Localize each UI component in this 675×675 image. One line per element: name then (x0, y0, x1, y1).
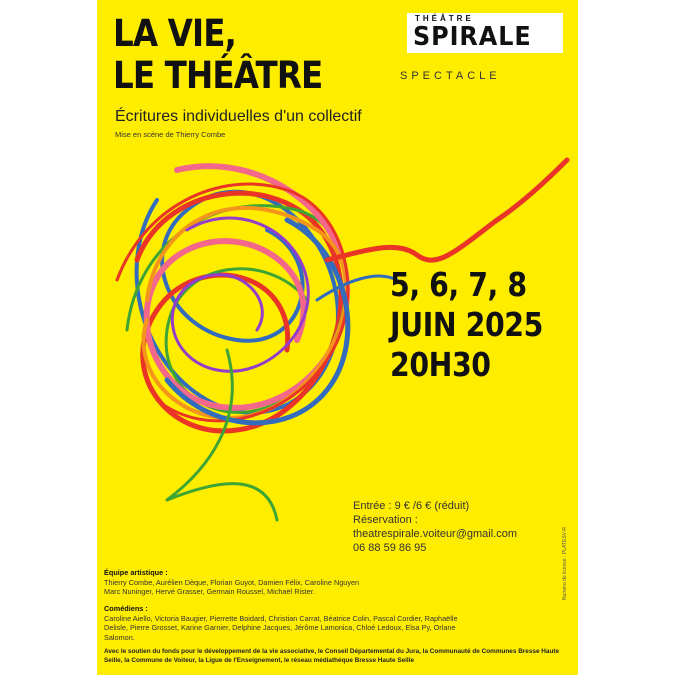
reservation-phone: 06 88 59 86 95 (353, 542, 427, 554)
category-label: SPECTACLE (400, 70, 501, 82)
team-line-2: Marc Nuninger, Hervé Grasser, Germain Roussel, Michaël Rister. (104, 587, 315, 596)
logo-main-text: SPIRALE (413, 22, 532, 52)
title-line-1: LA VIE, (113, 12, 237, 55)
license-number: Numéro de licence : PLATESV-R (562, 527, 568, 600)
date-month: JUIN 2025 (390, 305, 543, 344)
date-days: 5, 6, 7, 8 (390, 265, 527, 304)
date-time: 20H30 (390, 345, 491, 384)
subtitle: Écritures individuelles d'un collectif (115, 108, 362, 125)
team-heading: Équipe artistique : (104, 568, 168, 577)
actors-line-1: Caroline Aiello, Victoria Baugier, Pierrette Boidard, Christian Carrat, Béatrice Colin, Pascal Cordier, Raphaëlle (104, 613, 458, 623)
support-credits: Avec le soutien du fonds pour le développement de la vie associative, le Conseil Départemental du Jura, la Communauté de Communes Bresse Haute Seille, la Commune de Voiteur, la Ligue de l'Enseignement, le réseau médiathèque Bresse Haute Seille (104, 648, 560, 664)
logo-top-text: THÉÂTRE (415, 14, 474, 23)
actors-line-3: Salomon. (104, 632, 135, 642)
actors-line-2: Delisle, Pierre Grosset, Karine Garnier, Delphine Jacques, Jérôme Lamonica, Chloé Ledoux, Elsa Py, Orlane (104, 623, 456, 632)
actors-heading: Comédiens : (104, 604, 148, 613)
theatre-spirale-logo (407, 13, 563, 53)
team-line-1: Thierry Combe, Aurélien Dèque, Florian Guyot, Damien Félix, Caroline Nguyen (104, 577, 360, 587)
direction-credit: Mise en scène de Thierry Combe (115, 130, 226, 139)
title-line-2: LE THÉÂTRE (113, 54, 323, 97)
poster (97, 0, 578, 675)
team-credits (104, 568, 574, 597)
reservation-label: Réservation : (353, 514, 418, 526)
reservation-email[interactable]: theatrespirale.voiteur@gmail.com (353, 528, 518, 540)
actors-credits (104, 604, 574, 642)
entry-price: Entrée : 9 € /6 € (réduit) (353, 500, 470, 512)
